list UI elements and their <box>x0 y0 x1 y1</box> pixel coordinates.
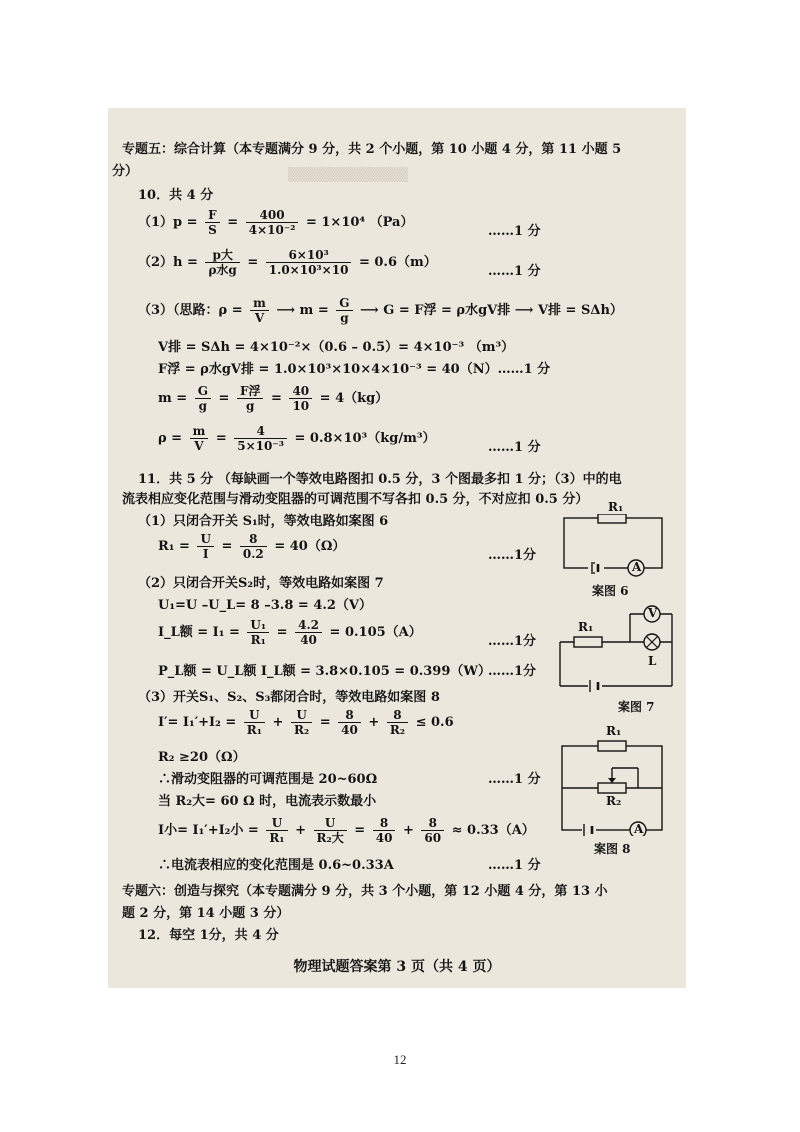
scanned-answer-page <box>108 108 686 988</box>
q10-p1-label: （1）p = <box>138 215 198 230</box>
voltmeter-label: V <box>648 606 658 620</box>
q11-p3-range: ∴滑动变阻器的可调范围是 20~60Ω <box>158 772 378 787</box>
q10-title: 10．共 4 分 <box>138 188 214 203</box>
q11-p2-power: P_L额 = U_L额 I_L额 = 3.8×0.105 = 0.399（W） <box>158 664 491 679</box>
q10-p3-density: ρ = $\frac{m}{V}$ = $\frac{4}{\text{5×10⁻³}}$ = 0.8×10³（kg/m³） <box>158 424 436 453</box>
fraction-400: $\frac{400}{\text{4×10⁻²}}$ <box>246 208 299 237</box>
q10-part1: （1）p = $\frac{F}{S}$ = $\frac{400}{\text{4×10⁻²}}$ = 1×10⁴ （Pa） <box>138 208 414 237</box>
q11-p2-il: I_L额 = I₁ = $\frac{\text{U₁}}{\text{R₁}}$ = $\frac{4.2}{40}$ = 0.105（A） <box>158 618 422 647</box>
q10-p3-vpai: V排 = SΔh = 4×10⁻²×（0.6 – 0.5）= 4×10⁻³ （m³） <box>158 340 515 355</box>
r2-label: R₂ <box>606 794 622 808</box>
q10-p3-mass: m = $\frac{G}{g}$ = F浮 g = $\frac{40}{10}$ = 4（kg） <box>158 384 389 413</box>
fraction-p-over-rho-g: p大 ρ水g <box>205 248 239 277</box>
section5-header: 专题五：综合计算（本专题满分 9 分，共 2 个小题，第 10 小题 4 分，第 11 小题 5 <box>122 142 622 157</box>
resistor-r1-symbol <box>598 741 626 751</box>
q11-part2: （2）只闭合开关S₂时，等效电路如案图 7 <box>138 576 384 591</box>
section6-header-cont: 题 2 分，第 14 小题 3 分） <box>122 906 290 921</box>
q11-part1: （1）只闭合开关 S₁时，等效电路如案图 6 <box>138 514 389 529</box>
q11-title: 11．共 5 分 （每缺画一个等效电路图扣 0.5 分，3 个图最多扣 1 分；（3）中的电 <box>138 472 622 487</box>
r1-label: R₁ <box>608 500 624 514</box>
circuit-figure-6 <box>558 500 668 598</box>
fraction-6e3: $\frac{\text{6×10³}}{\text{1.0×10³×10}}$ <box>266 248 352 277</box>
q11-p2-power-score: ……1分 <box>488 664 537 679</box>
fig7-caption: 案图 7 <box>618 700 655 714</box>
ammeter-label: A <box>632 560 642 574</box>
q10-part3-idea: （3）（思路：ρ = $\frac{m}{V}$ ⟶ m = $\frac{G}{g}$ ⟶ G = F浮 = ρ水gV排 ⟶ V排 = SΔh） <box>138 296 623 325</box>
q11-p2-il-score: ……1分 <box>488 634 537 649</box>
fig8-caption: 案图 8 <box>594 842 631 856</box>
bleed-through-text: ▒▒▒▒▒▒▒▒▒▒▒▒ <box>288 168 408 183</box>
r1-label-fig7: R₁ <box>578 620 594 634</box>
fraction-f-over-s: $\frac{F}{S}$ <box>205 208 220 237</box>
resistor-r1-symbol <box>598 514 626 523</box>
q11-p3-min: 当 R₂大= 60 Ω 时，电流表示数最小 <box>158 794 377 809</box>
q11-p3-imin: I小= I₁′+I₂小 = $\frac{U}{\text{R₁}}$ + U R₂大 = $\frac{8}{40}$ + $\frac{8}{60}$ ≈ 0.33（A） <box>158 816 535 845</box>
q11-part3: （3）开关S₁、S₂、S₃都闭合时，等效电路如案图 8 <box>138 690 440 705</box>
q11-p3-current-range: ∴电流表相应的变化范围是 0.6~0.33A <box>158 858 394 873</box>
circuit-figure-7 <box>552 602 676 714</box>
lamp-label: L <box>648 654 657 668</box>
q10-p3-score: ……1 分 <box>488 440 541 455</box>
resistor-r1-symbol <box>574 637 602 647</box>
section5-header-cont: 分） <box>112 164 139 179</box>
circuit-figure-8 <box>556 724 668 856</box>
q11-p1-calc: R₁ = $\frac{U}{I}$ = $\frac{8}{0.2}$ = 40（Ω） <box>158 532 346 561</box>
q11-p1-score: ……1分 <box>488 548 537 563</box>
ammeter-label-fig8: A <box>634 822 644 836</box>
q10-p1-score: ……1 分 <box>488 224 541 239</box>
r1-label-fig8: R₁ <box>606 724 622 738</box>
q11-p3-current-range-score: ……1 分 <box>488 858 541 873</box>
q11-p3-r2: R₂ ≥20（Ω） <box>158 750 246 765</box>
fig6-caption: 案图 6 <box>592 584 629 598</box>
rheostat-r2-symbol <box>598 783 626 793</box>
q11-p3-current: I′= I₁′+I₂ = $\frac{U}{\text{R₁}}$ + $\frac{U}{\text{R₂}}$ = $\frac{8}{40}$ + $\frac{8}{\text{R₂}}$ ≤ 0.6 <box>158 708 454 737</box>
page-number: 12 <box>393 1052 407 1067</box>
q10-p2-score: ……1 分 <box>488 264 541 279</box>
q11-p2-u1: U₁=U –U_L= 8 –3.8 = 4.2（V） <box>158 598 373 613</box>
page-footer: 物理试题答案第 3 页（共 4 页） <box>293 959 501 975</box>
section6-header: 专题六：创造与探究（本专题满分 9 分，共 3 个小题，第 12 小题 4 分，第 13 小 <box>122 884 608 899</box>
q11-title-cont: 流表相应变化范围与滑动变阻器的可调范围不写各扣 0.5 分，不对应扣 0.5 分） <box>122 492 589 507</box>
q10-part2: （2）h = p大 ρ水g = $\frac{\text{6×10³}}{\text{1.0×10³×10}}$ = 0.6（m） <box>138 248 437 277</box>
q11-p3-range-score: ……1 分 <box>488 772 541 787</box>
q12-title: 12．每空 1分，共 4 分 <box>138 928 279 943</box>
q10-p3-ffu: F浮 = ρ水gV排 = 1.0×10³×10×4×10⁻³ = 40（N）……1 分 <box>158 362 551 377</box>
